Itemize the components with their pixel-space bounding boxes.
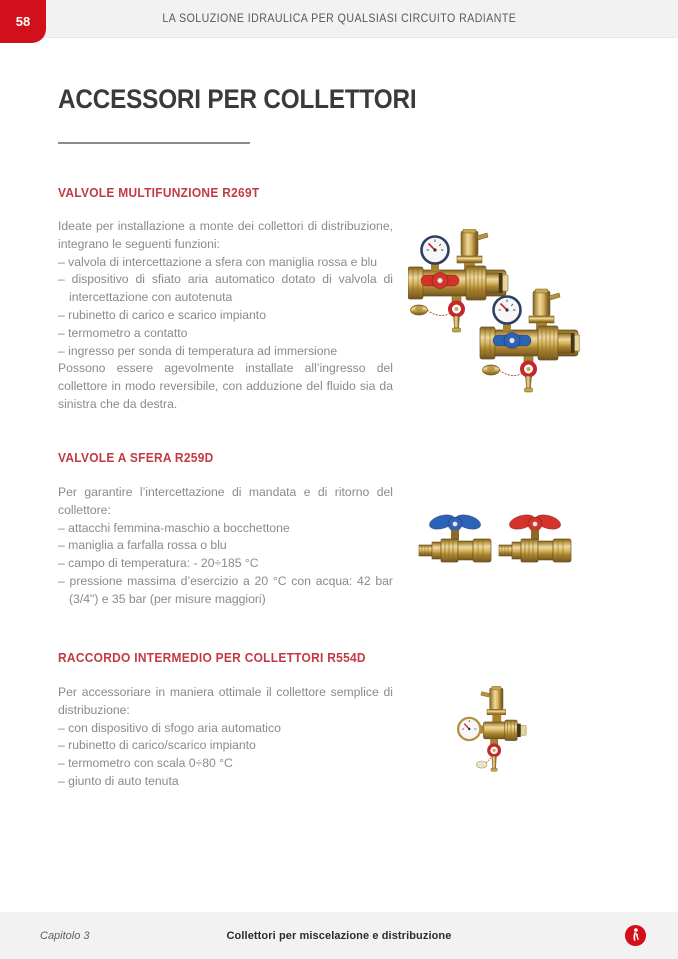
bullet-list xyxy=(58,520,393,609)
bullet-list xyxy=(58,720,393,791)
section-heading-r554d: RACCORDO INTERMEDIO PER COLLETTORI R554D xyxy=(58,650,366,665)
bullet-item: – ingresso per sonda di temperatura ad immersione xyxy=(58,343,338,358)
multifunction-valve-red-handle xyxy=(408,229,508,332)
section-body-r554d xyxy=(58,684,393,791)
ball-valve-blue-handle xyxy=(419,512,491,562)
product-photo-intermediate-fitting xyxy=(455,683,535,783)
bullet-list xyxy=(58,254,393,361)
section-intro: Ideate per installazione a monte dei collettori di distribuzione, integrano le seguenti funzioni: xyxy=(58,219,393,251)
section-intro: Per garantire l’intercettazione di mandata e di ritorno del collettore: xyxy=(58,485,393,517)
section-outro: Possono essere agevolmente installate all’ingresso del collettore in modo reversibile, con adduzione del fluido sia da sinistra che da destra. xyxy=(58,361,393,411)
title-divider xyxy=(58,142,250,144)
footer-chapter: Capitolo 3 xyxy=(40,929,90,942)
page-number-badge xyxy=(0,0,46,43)
multifunction-valve-blue-handle xyxy=(480,289,580,392)
bullet-item: – rubinetto di carico e scarico impianto xyxy=(58,307,266,322)
bullet-item: – giunto di auto tenuta xyxy=(58,773,179,788)
bullet-item: – maniglia a farfalla rossa o blu xyxy=(58,538,227,553)
bullet-item: – valvola di intercettazione a sfera con maniglia rossa e blu xyxy=(58,254,378,269)
page-header-bar xyxy=(0,0,678,38)
bullet-item: – campo di temperatura: - 20÷185 °C xyxy=(58,556,259,571)
ball-valve-red-handle xyxy=(499,512,571,562)
section-heading-r259d: VALVOLE A SFERA R259D xyxy=(58,450,214,465)
page-number: 58 xyxy=(15,14,31,29)
product-photo-ball-valves xyxy=(415,506,575,576)
bullet-item: – attacchi femmina-maschio a bocchettone xyxy=(58,520,290,535)
bullet-item: – pressione massima d’esercizio a 20 °C con acqua: 42 bar (3/4") e 35 bar (per misure maggiori) xyxy=(58,573,393,606)
section-heading-r269t: VALVOLE MULTIFUNZIONE R269T xyxy=(58,185,260,200)
bullet-item: – termometro a contatto xyxy=(58,325,188,340)
footer-section-title: Collettori per miscelazione e distribuzione xyxy=(226,929,452,942)
bullet-item: – rubinetto di carico/scarico impianto xyxy=(58,738,256,753)
page-footer-bar xyxy=(0,912,678,959)
bullet-item: – termometro con scala 0÷80 °C xyxy=(58,756,233,771)
section-body-r269t xyxy=(58,218,393,414)
brand-logo-icon xyxy=(624,924,647,947)
header-tagline: LA SOLUZIONE IDRAULICA PER QUALSIASI CIRCUITO RADIANTE xyxy=(162,12,516,25)
section-body-r259d xyxy=(58,484,393,609)
page-title: ACCESSORI PER COLLETTORI xyxy=(58,84,417,114)
thermometer-gauge-icon xyxy=(458,718,480,740)
bullet-item: – dispositivo di sfiato aria automatico dotato di valvola di intercettazione con autotenuta xyxy=(58,272,393,305)
section-intro: Per accessoriare in maniera ottimale il collettore semplice di distribuzione: xyxy=(58,685,393,717)
bullet-item: – con dispositivo di sfogo aria automatico xyxy=(58,720,281,735)
product-photo-multifunction-valves xyxy=(408,229,580,395)
